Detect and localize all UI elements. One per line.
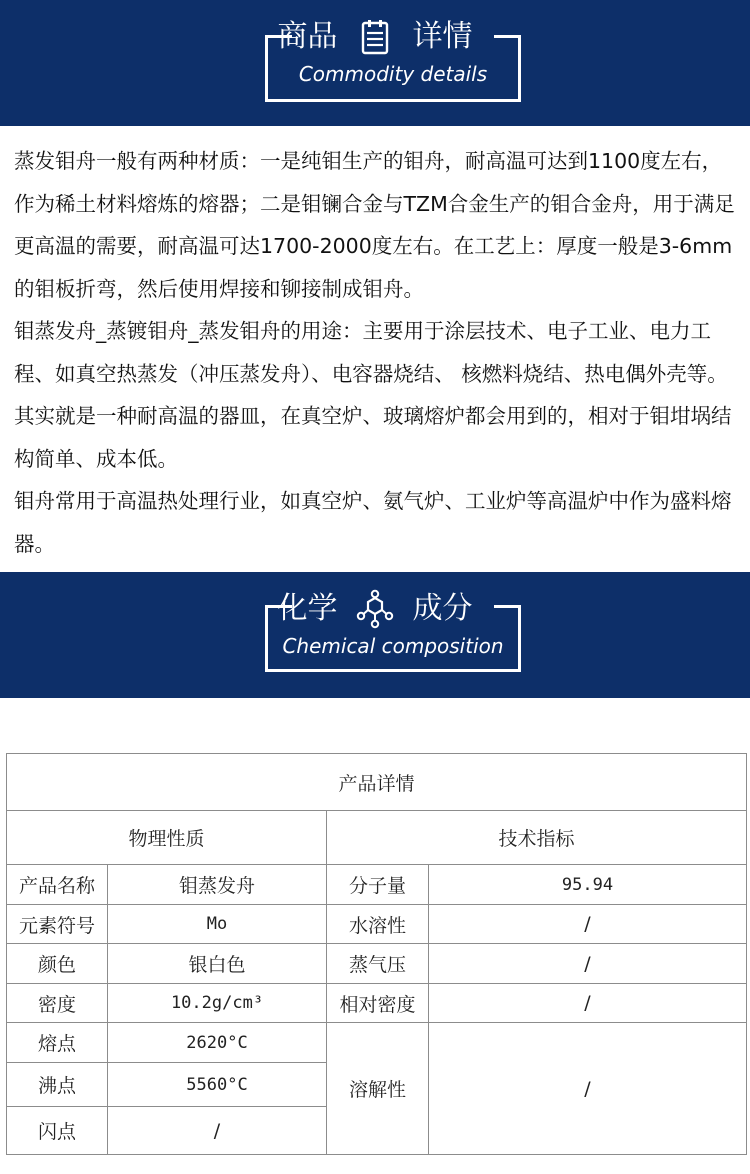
row-value: 银白色	[108, 944, 327, 984]
title-left-text: 化学	[277, 590, 338, 626]
chemical-composition-title	[0, 588, 750, 629]
row-value: Mo	[108, 905, 327, 944]
row-label: 密度	[7, 984, 108, 1023]
header-physical-properties: 物理性质	[7, 811, 327, 865]
table-row	[7, 944, 747, 984]
row-value: /	[429, 1023, 747, 1155]
row-value: 2620°C	[108, 1023, 327, 1063]
product-description	[14, 140, 738, 565]
row-label: 颜色	[7, 944, 108, 984]
table-title: 产品详情	[7, 754, 747, 811]
commodity-details-subtitle: Commodity details	[298, 62, 488, 86]
product-spec-table	[6, 753, 747, 1155]
row-value: /	[429, 905, 747, 944]
table-header-row	[7, 811, 747, 865]
row-label: 元素符号	[7, 905, 108, 944]
row-label: 闪点	[7, 1107, 108, 1155]
row-value: /	[429, 984, 747, 1023]
row-value: 10.2g/cm³	[108, 984, 327, 1023]
table-title-row	[7, 754, 747, 811]
commodity-details-title	[0, 16, 750, 57]
table-row	[7, 1023, 747, 1063]
row-label: 分子量	[327, 865, 429, 905]
table-row	[7, 984, 747, 1023]
title-left-text: 商品	[277, 18, 338, 54]
table-row	[7, 905, 747, 944]
row-value: 5560°C	[108, 1063, 327, 1107]
molecule-icon	[355, 589, 395, 629]
row-value: 钼蒸发舟	[108, 865, 327, 905]
table-row	[7, 865, 747, 905]
row-label: 溶解性	[327, 1023, 429, 1155]
description-paragraph: 钼蒸发舟_蒸镀钼舟_蒸发钼舟的用途：主要用于涂层技术、电子工业、电力工程、如真空热蒸发（冲压蒸发舟）、电容器烧结、 核燃料烧结、热电偶外壳等。其实就是一种耐高温的器皿，在真空炉、玻璃熔炉都会用到的，相对于钼坩埚结构简单、成本低。	[14, 319, 732, 471]
title-right-text: 成分	[412, 590, 473, 626]
row-label: 沸点	[7, 1063, 108, 1107]
row-label: 水溶性	[327, 905, 429, 944]
description-paragraph: 钼舟常用于高温热处理行业，如真空炉、氨气炉、工业炉等高温炉中作为盛料熔器。	[14, 489, 732, 556]
description-paragraph: 蒸发钼舟一般有两种材质：一是纯钼生产的钼舟，耐高温可达到1100度左右，作为稀土材料熔炼的熔器；二是钼镧合金与TZM合金生产的钼合金舟，用于满足更高温的需要，耐高温可达1700-2000度左右。在工艺上：厚度一般是3-6mm的钼板折弯，然后使用焊接和铆接制成钼舟。	[14, 149, 735, 301]
row-value: 95.94	[429, 865, 747, 905]
header-technical-indicators: 技术指标	[327, 811, 747, 865]
row-value: /	[429, 944, 747, 984]
title-right-text: 详情	[412, 18, 473, 54]
chemical-composition-subtitle: Chemical composition	[282, 634, 504, 658]
row-label: 相对密度	[327, 984, 429, 1023]
row-label: 蒸气压	[327, 944, 429, 984]
row-value: /	[108, 1107, 327, 1155]
row-label: 产品名称	[7, 865, 108, 905]
clipboard-icon	[355, 17, 395, 57]
row-label: 熔点	[7, 1023, 108, 1063]
